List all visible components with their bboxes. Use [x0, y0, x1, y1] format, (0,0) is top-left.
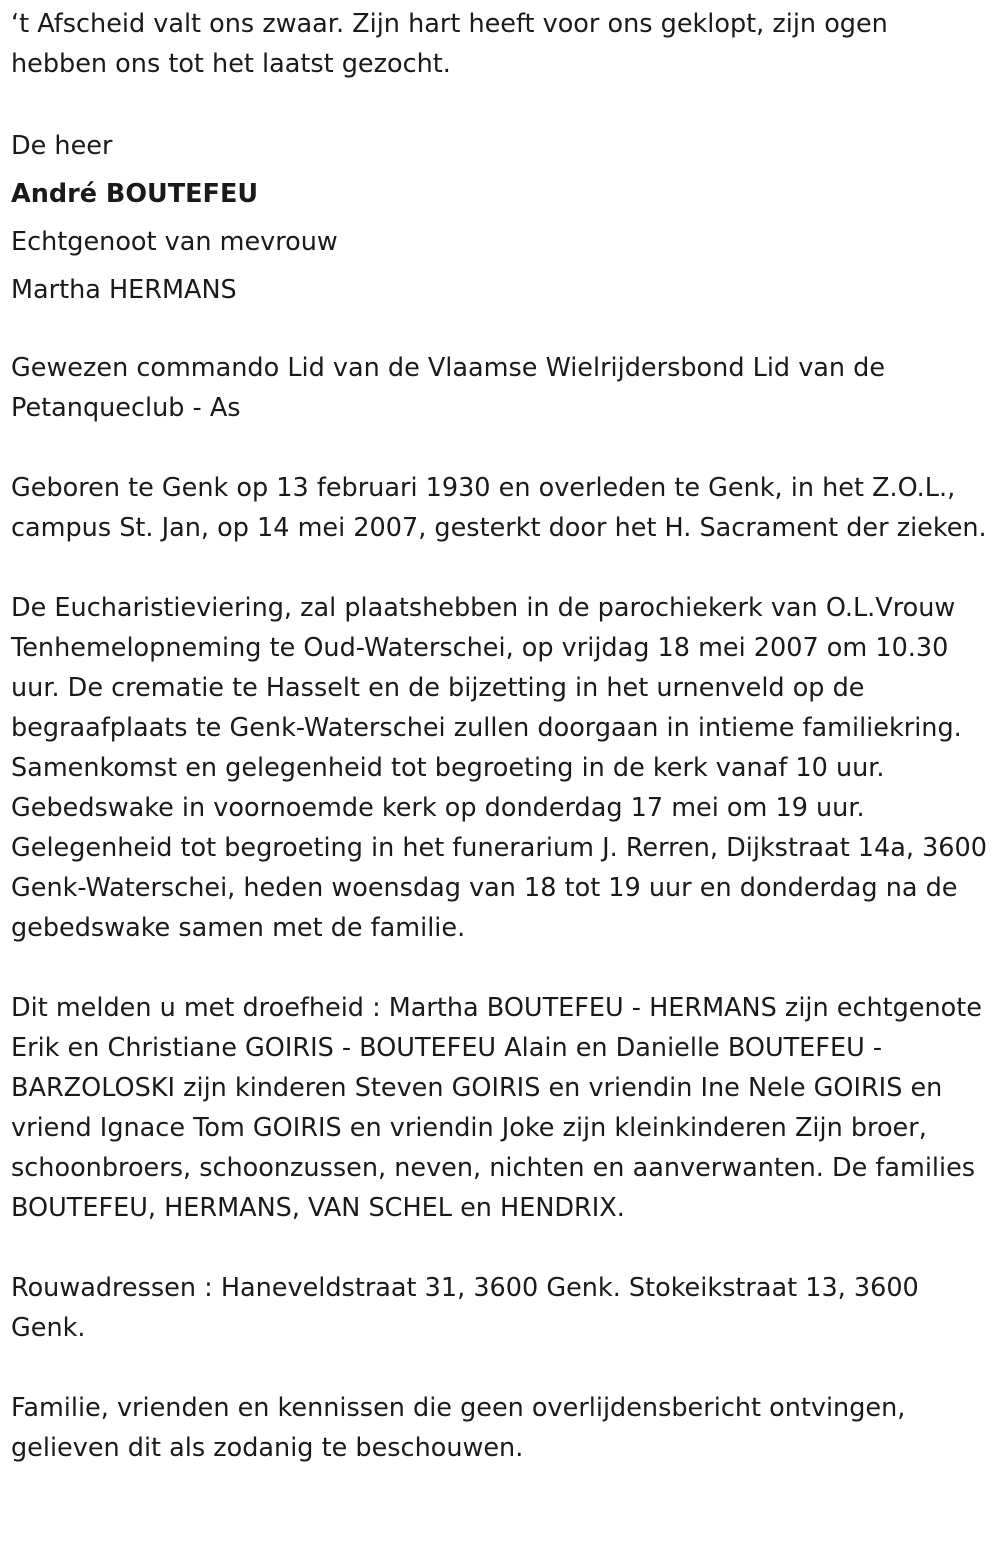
relation-text: Echtgenoot van mevrouw: [11, 227, 338, 257]
intro-text: ‘t Afscheid valt ons zwaar. Zijn hart heeft voor ons geklopt, zijn ogen hebben ons tot het laatst gezocht.: [11, 9, 888, 79]
ceremony-text: De Eucharistieviering, zal plaatshebben in de parochiekerk van O.L.Vrouw Tenhemelopneming te Oud-Waterschei, op vrijdag 18 mei 2007 om 10.30 uur. De crematie te Hasselt en de bijzetting in het urnenveld op de begraafplaats te Genk-Waterschei zullen doorgaan in intieme familiekring. Samenkomst en gelegenheid tot begroeting in de kerk vanaf 10 uur. Gebedswake in voornoemde kerk op donderdag 17 mei om 19 uur. Gelegenheid tot begroeting in het funerarium J. Rerren, Dijkstraat 14a, 3600 Genk-Waterschei, heden woensdag van 18 tot 19 uur en donderdag na de gebedswake samen met de familie.: [11, 593, 987, 943]
family-text: Dit melden u met droefheid : Martha BOUTEFEU - HERMANS zijn echtgenote Erik en Christiane GOIRIS - BOUTEFEU Alain en Danielle BOUTEFEU - BARZOLOSKI zijn kinderen Steven GOIRIS en vriendin Ine Nele GOIRIS en vriend Ignace Tom GOIRIS en vriendin Joke zijn kleinkinderen Zijn broer, schoonbroers, schoonzussen, neven, nichten en aanverwanten. De families BOUTEFEU, HERMANS, VAN SCHEL en HENDRIX.: [11, 993, 982, 1223]
birth-death-text: Geboren te Genk op 13 februari 1930 en overleden te Genk, in het Z.O.L., campus St. Jan, op 14 mei 2007, gesterkt door het H. Sacrament der zieken.: [11, 473, 987, 543]
salutation: De heer: [11, 131, 113, 161]
deceased-block: [11, 122, 990, 314]
memberships-text: Gewezen commando Lid van de Vlaamse Wielrijdersbond Lid van de Petanqueclub - As: [11, 353, 886, 423]
spacer: [11, 314, 990, 348]
spacer: [11, 1348, 990, 1388]
spacer: [11, 548, 990, 588]
spacer: [11, 948, 990, 988]
spacer: [11, 84, 990, 124]
spacer: [11, 428, 990, 468]
spouse-name: Martha HERMANS: [11, 275, 237, 305]
deceased-name: André BOUTEFEU: [11, 179, 259, 209]
addresses-text: Rouwadressen : Haneveldstraat 31, 3600 Genk. Stokeikstraat 13, 3600 Genk.: [11, 1273, 919, 1343]
closing-text: Familie, vrienden en kennissen die geen overlijdensbericht ontvingen, gelieven dit als zodanig te beschouwen.: [11, 1393, 906, 1463]
spacer: [11, 1228, 990, 1268]
